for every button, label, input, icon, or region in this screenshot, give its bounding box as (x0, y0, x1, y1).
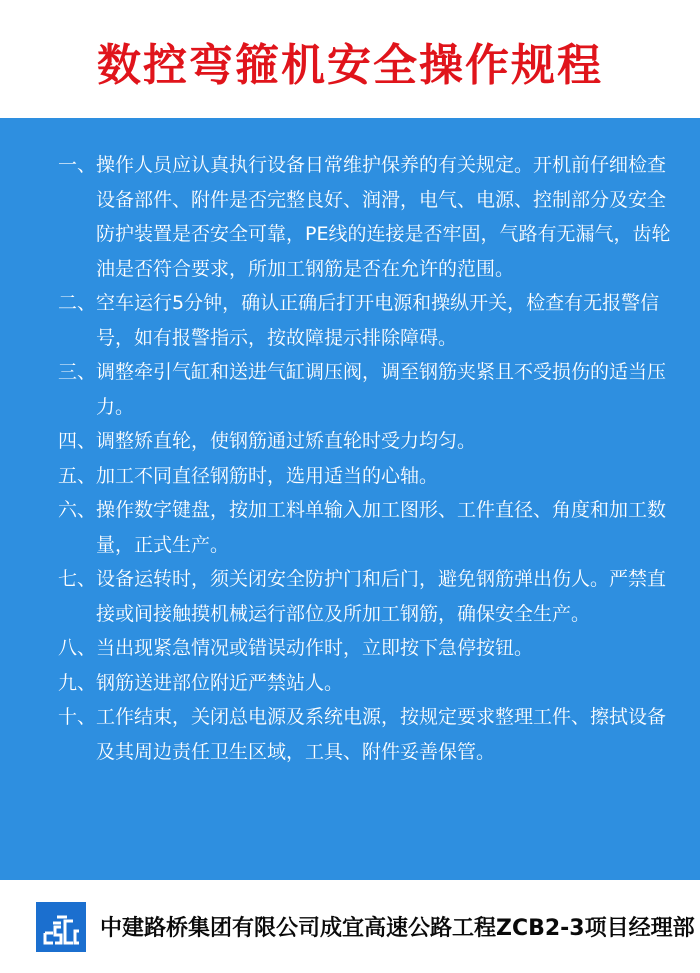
rule-text: 钢筋送进部位附近严禁站人。 (96, 671, 344, 694)
rule-number: 四、 (58, 430, 97, 452)
rule-item (0, 493, 700, 562)
footer (0, 880, 700, 973)
rule-item (0, 286, 700, 355)
cscec-logo-mark (39, 907, 83, 947)
rule-text: 操作人员应认真执行设备日常维护保养的有关规定。开机前仔细检查设备部件、附件是否完整良好、润滑，电气、电源、控制部分及安全防护装置是否安全可靠，PE线的连接是否牢固，气路有无漏气，齿轮油是否符合要求，所加工钢筋是否在允许的范围。 (96, 154, 671, 280)
organization-name: 中建路桥集团有限公司成宜高速公路工程ZCB2-3项目经理部 (100, 916, 695, 941)
rule-text: 空车运行5分钟，确认正确后打开电源和操纵开关，检查有无报警信号，如有报警指示，按故障提示排除障碍。 (96, 292, 660, 349)
rule-number: 六、 (58, 499, 97, 521)
cscec-logo-icon (36, 902, 86, 952)
rule-text: 工作结束，关闭总电源及系统电源，按规定要求整理工件、擦拭设备及其周边责任卫生区域，工具、附件妥善保管。 (96, 706, 667, 763)
rule-item (0, 700, 700, 769)
rule-number: 五、 (58, 464, 97, 487)
rule-item (0, 666, 700, 701)
rule-item (0, 424, 700, 459)
rules-list (0, 148, 700, 769)
rule-text: 设备运转时，须关闭安全防护门和后门，避免钢筋弹出伤人。严禁直接或间接触摸机械运行部位及所加工钢筋，确保安全生产。 (96, 568, 667, 625)
rule-number: 一、 (58, 154, 97, 176)
rule-item (0, 459, 700, 494)
rule-number: 十、 (58, 706, 97, 728)
rule-number: 八、 (58, 637, 97, 659)
rule-item (0, 148, 700, 286)
rule-item (0, 631, 700, 666)
rule-number: 七、 (58, 568, 97, 590)
rule-number: 二、 (58, 292, 97, 314)
page-title: 数控弯箍机安全操作规程 (97, 40, 603, 91)
rule-text: 当出现紧急情况或错误动作时，立即按下急停按钮。 (96, 637, 534, 659)
rule-text: 调整矫直轮，使钢筋通过矫直轮时受力均匀。 (96, 430, 477, 452)
rule-number: 九、 (58, 671, 97, 694)
header (0, 0, 700, 118)
rule-number: 三、 (58, 361, 97, 383)
rule-text: 调整牵引气缸和送进气缸调压阀，调至钢筋夹紧且不受损伤的适当压力。 (96, 361, 667, 418)
rule-item (0, 562, 700, 631)
rule-text: 加工不同直径钢筋时，选用适当的心轴。 (96, 464, 439, 487)
rule-text: 操作数字键盘，按加工料单输入加工图形、工件直径、角度和加工数量，正式生产。 (96, 499, 667, 556)
rule-item (0, 355, 700, 424)
